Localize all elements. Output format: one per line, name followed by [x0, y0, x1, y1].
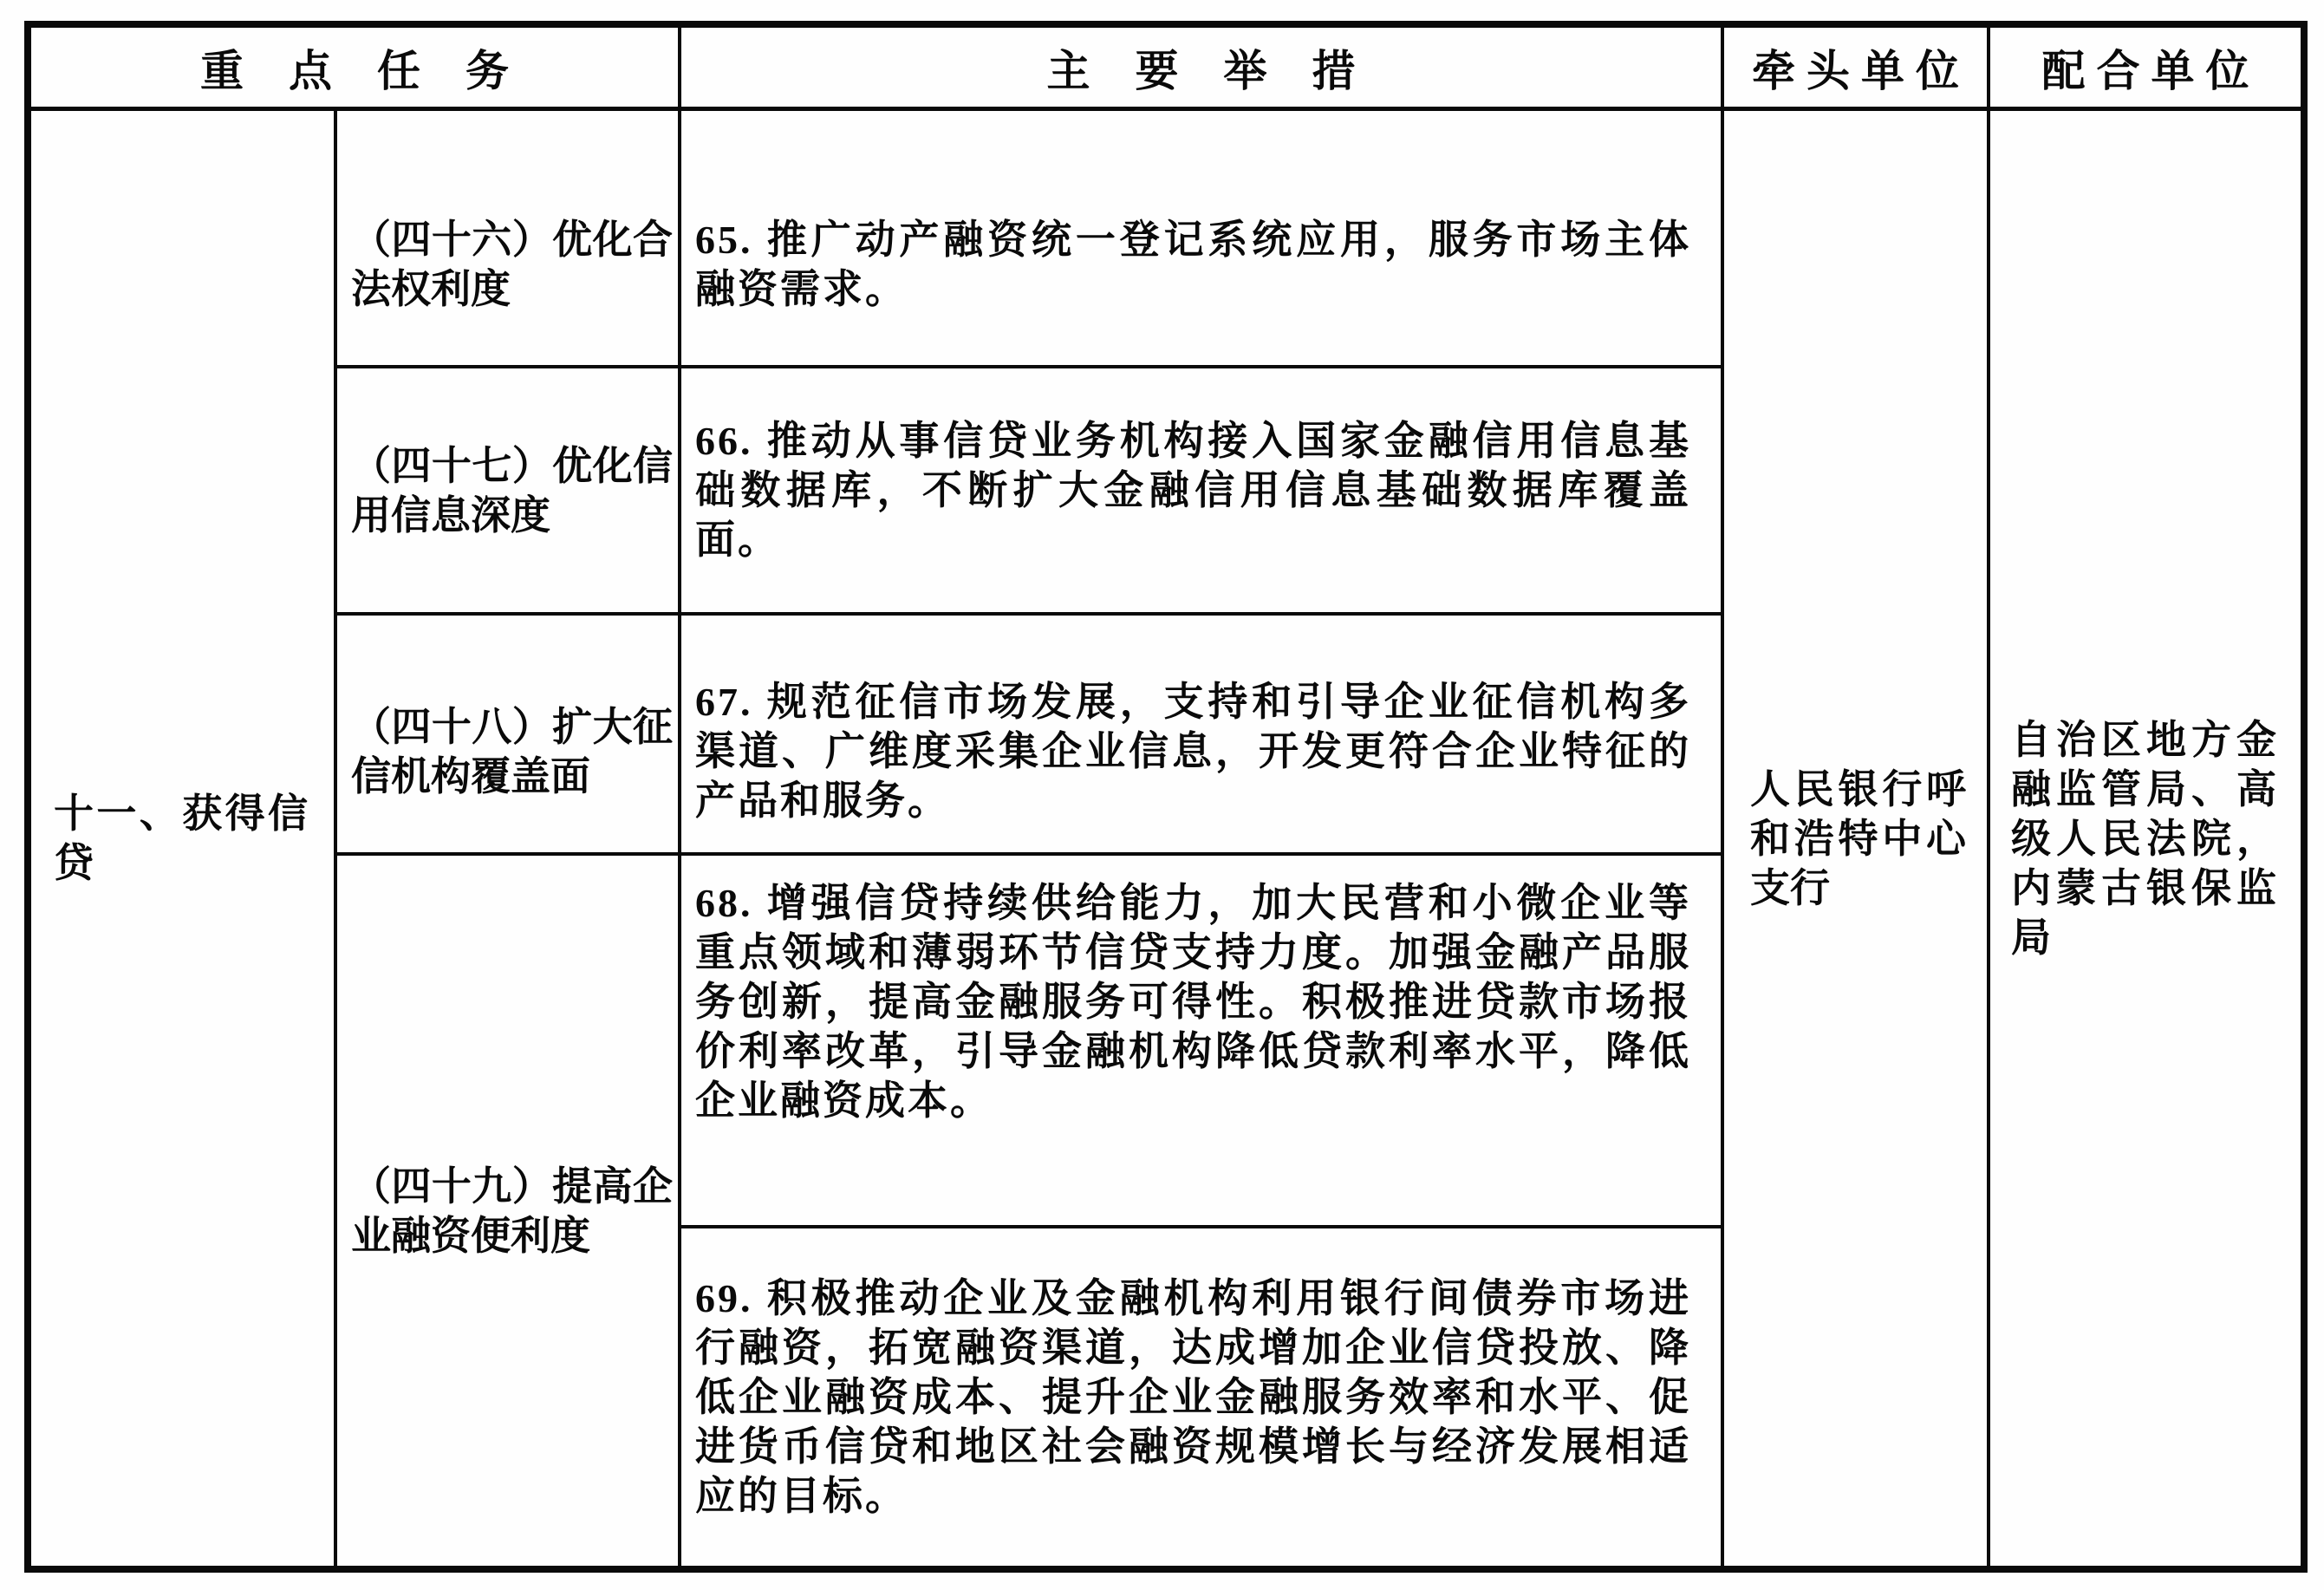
measure-68-cell — [681, 856, 1724, 1228]
measure-67-text: 67. 规范征信市场发展，支持和引导企业征信机构多渠道、广维度采集企业信息，开发更符合企业特征的产品和服务。 — [695, 680, 1691, 823]
task-46-label: （四十六）优化合法权利度 — [351, 217, 673, 311]
task-46-cell — [337, 111, 681, 368]
measure-66-cell — [681, 368, 1724, 616]
category-label: 十一、获得信贷 — [54, 792, 308, 885]
header-cooperating-unit-label: 配合单位 — [2041, 46, 2261, 95]
task-49-label: （四十九）提高企业融资便利度 — [351, 1163, 673, 1258]
task-assignment-table — [24, 21, 2308, 1573]
task-48-cell — [337, 616, 681, 856]
header-lead-unit-label: 牵头单位 — [1752, 46, 1970, 95]
measure-69-cell — [681, 1228, 1724, 1566]
task-47-label: （四十七）优化信用信息深度 — [351, 443, 673, 538]
measure-65-text: 65. 推广动产融资统一登记系统应用，服务市场主体融资需求。 — [695, 217, 1691, 311]
header-cooperating-unit — [1990, 28, 2301, 111]
measure-68-text: 68. 增强信贷持续供给能力，加大民营和小微企业等重点领域和薄弱环节信贷支持力度。加强金融产品服务创新，提高金融服务可得性。积极推进贷款市场报价利率改革，引导金融机构降低贷款利率水平，降低企业融资成本。 — [695, 880, 1691, 1123]
measure-66-text: 66. 推动从事信贷业务机构接入国家金融信用信息基础数据库，不断扩大金融信用信息基础数据库覆盖面。 — [695, 419, 1691, 562]
header-key-tasks — [31, 28, 681, 111]
task-47-cell — [337, 368, 681, 616]
category-cell — [31, 111, 337, 1566]
header-main-measures — [681, 28, 1724, 111]
task-48-label: （四十八）扩大征信机构覆盖面 — [351, 704, 673, 798]
task-49-cell — [337, 856, 681, 1566]
header-lead-unit — [1724, 28, 1990, 111]
cooperating-unit-cell — [1990, 111, 2301, 1566]
header-key-tasks-label: 重点任务 — [200, 46, 554, 95]
lead-unit-text: 人民银行呼和浩特中心支行 — [1750, 766, 1966, 910]
measure-65-cell — [681, 111, 1724, 368]
measure-67-cell — [681, 616, 1724, 856]
cooperating-unit-text: 自治区地方金融监管局、高级人民法院，内蒙古银保监局 — [2011, 717, 2276, 960]
header-main-measures-label: 主要举措 — [1046, 46, 1401, 95]
lead-unit-cell — [1724, 111, 1990, 1566]
measure-69-text: 69. 积极推动企业及金融机构利用银行间债券市场进行融资，拓宽融资渠道，达成增加企业信贷投放、降低企业融资成本、提升企业金融服务效率和水平、促进货币信贷和地区社会融资规模增长与经济发展相适应的目标。 — [695, 1276, 1691, 1518]
